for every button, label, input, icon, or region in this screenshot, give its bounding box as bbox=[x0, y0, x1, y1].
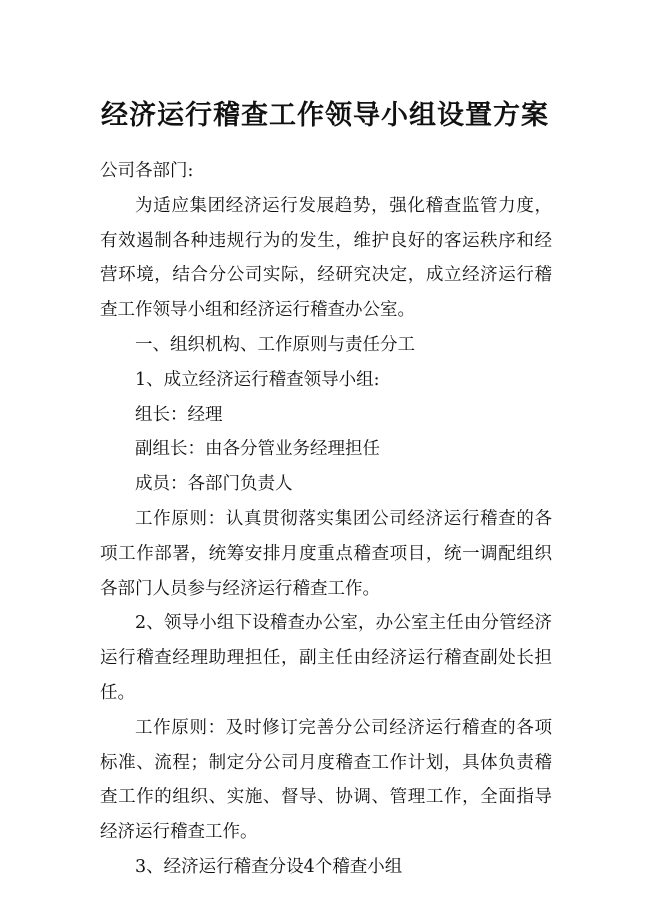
group-leader: 组长：经理 bbox=[135, 404, 223, 425]
item-2-inspection-office: 2、领导小组下设稽查办公室，办公室主任由分管经济运行稽查经理助理担任，副主任由经济运行稽查副处长担任。 bbox=[100, 613, 552, 703]
document-body bbox=[100, 154, 552, 885]
section-heading-organization: 一、组织机构、工作原则与责任分工 bbox=[135, 334, 415, 355]
work-principle-2: 工作原则：及时修订完善分公司经济运行稽查的各项标准、流程；制定分公司月度稽查工作计划，具体负责稽查工作的组织、实施、督导、协调、管理工作，全面指导经济运行稽查工作。 bbox=[100, 717, 552, 843]
group-members: 成员：各部门负责人 bbox=[135, 474, 293, 495]
paragraph-intro: 为适应集团经济运行发展趋势，强化稽查监管力度，有效遏制各种违规行为的发生，维护良好的客运秩序和经营环境，结合分公司实际，经研究决定，成立经济运行稽查工作领导小组和经济运行稽查办公室。 bbox=[100, 195, 552, 321]
item-1-leadership-group: 1、成立经济运行稽查领导小组: bbox=[135, 369, 380, 390]
salutation: 公司各部门: bbox=[100, 161, 194, 181]
item-3-inspection-teams: 3、经济运行稽查分设4个稽查小组 bbox=[135, 856, 403, 877]
work-principle-1: 工作原则：认真贯彻落实集团公司经济运行稽查的各项工作部署，统筹安排月度重点稽查项目，统一调配组织各部门人员参与经济运行稽查工作。 bbox=[100, 508, 552, 599]
deputy-group-leader: 副组长：由各分管业务经理担任 bbox=[135, 439, 380, 460]
document-title: 经济运行稽查工作领导小组设置方案 bbox=[101, 100, 549, 131]
